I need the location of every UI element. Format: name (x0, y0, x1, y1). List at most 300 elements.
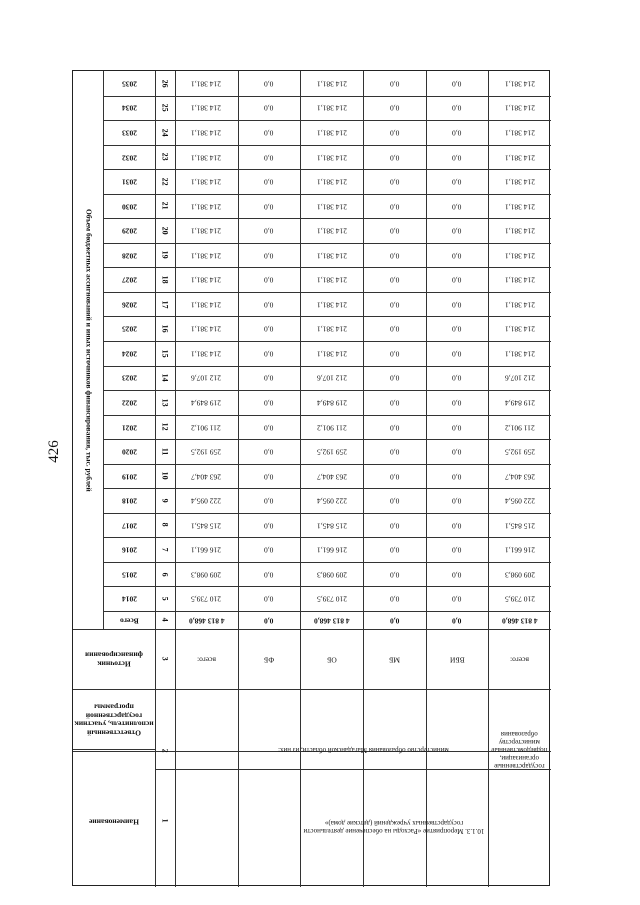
value-cell-text: 214 381,1 (504, 202, 535, 212)
value-cell (363, 194, 426, 219)
value-cell-text: 215 845,1 (504, 521, 535, 531)
activity-name-text: 10.1.3. Мероприятие «Расходы на обеспечение деятельности государственных учреждений (детские дома)» (303, 819, 485, 836)
value-cell (175, 366, 238, 391)
value-cell (488, 267, 551, 292)
value-cell (488, 562, 551, 587)
value-cell-text: 0,0 (264, 300, 274, 310)
name-header-text: Наименование (89, 817, 139, 827)
value-cell (300, 586, 363, 611)
value-cell (426, 218, 489, 243)
column-number-text: 20 (160, 226, 170, 235)
total-cell (238, 611, 301, 629)
executor-header (73, 691, 155, 747)
value-cell-text: 0,0 (389, 226, 399, 236)
value-cell-text: 0,0 (264, 447, 274, 457)
value-cell-text: 210 739,5 (191, 595, 222, 605)
value-cell-text: 0,0 (264, 472, 274, 482)
executor-header-text: Ответственный исполнитель, участник государственной программы (74, 702, 154, 738)
value-cell-text: 0,0 (452, 226, 462, 236)
value-cell-text: 0,0 (452, 153, 462, 163)
grid-line (73, 689, 551, 690)
value-cell (300, 145, 363, 170)
column-number (155, 366, 175, 391)
value-cell-text: 0,0 (264, 374, 274, 384)
value-cell (488, 464, 551, 489)
year-label (103, 537, 155, 562)
column-number (155, 390, 175, 415)
column-number-text: 25 (160, 103, 170, 112)
value-cell-text: 214 381,1 (191, 79, 222, 89)
column-number (155, 120, 175, 145)
value-cell (175, 243, 238, 268)
year-label-text: 2023 (121, 374, 137, 384)
year-label (103, 71, 155, 96)
column-number-text: 11 (160, 447, 170, 456)
value-cell-text: 0,0 (389, 104, 399, 114)
column-number-text: 4 (160, 618, 170, 622)
value-cell (238, 145, 301, 170)
total-label-text: Всего (119, 616, 139, 626)
value-cell (363, 366, 426, 391)
value-cell (426, 316, 489, 341)
value-cell (426, 366, 489, 391)
value-cell (488, 586, 551, 611)
value-cell (175, 390, 238, 415)
value-cell-text: 259 192,5 (504, 447, 535, 457)
column-number-text: 14 (160, 373, 170, 382)
value-cell (175, 341, 238, 366)
value-cell-text: 0,0 (389, 153, 399, 163)
value-cell (488, 341, 551, 366)
column-number (155, 243, 175, 268)
value-cell (488, 71, 551, 96)
column-number (155, 145, 175, 170)
source-cell-text: всего: (510, 655, 530, 665)
value-cell (175, 96, 238, 121)
value-cell (426, 439, 489, 464)
value-cell (300, 194, 363, 219)
year-label-text: 2029 (121, 226, 137, 236)
year-label-text: 2027 (121, 275, 137, 285)
year-label-text: 2025 (121, 325, 137, 335)
year-label (103, 366, 155, 391)
value-cell-text: 211 901,2 (316, 423, 347, 433)
value-cell-text: 0,0 (452, 374, 462, 384)
year-label-text: 2031 (121, 177, 137, 187)
value-cell-text: 0,0 (452, 349, 462, 359)
value-cell-text: 209 098,3 (316, 570, 347, 580)
value-cell (175, 464, 238, 489)
value-cell (238, 243, 301, 268)
source-cell-text: ОБ (326, 655, 337, 665)
value-cell-text: 214 381,1 (191, 128, 222, 138)
value-cell (175, 194, 238, 219)
year-label (103, 145, 155, 170)
value-cell-text: 214 381,1 (316, 79, 347, 89)
value-cell-text: 0,0 (452, 545, 462, 555)
column-number (155, 513, 175, 538)
value-cell (300, 464, 363, 489)
value-cell-text: 0,0 (452, 177, 462, 187)
value-cell (238, 537, 301, 562)
column-number-text: 10 (160, 471, 170, 480)
value-cell (488, 96, 551, 121)
total-cell-text: 0,0 (452, 616, 462, 626)
value-cell (175, 537, 238, 562)
year-label-text: 2026 (121, 300, 137, 310)
column-number-text: 22 (160, 177, 170, 186)
value-cell-text: 214 381,1 (504, 226, 535, 236)
value-cell-text: 263 404,7 (504, 472, 535, 482)
value-cell (363, 96, 426, 121)
value-cell (300, 562, 363, 587)
value-cell-text: 214 381,1 (504, 79, 535, 89)
value-cell-text: 211 901,2 (191, 423, 222, 433)
value-cell (300, 267, 363, 292)
year-label (103, 586, 155, 611)
value-cell (363, 390, 426, 415)
year-label-text: 2032 (121, 153, 137, 163)
value-cell (175, 439, 238, 464)
year-label (103, 316, 155, 341)
column-number-text: 26 (160, 79, 170, 88)
column-number-text: 7 (160, 547, 170, 552)
value-cell (300, 120, 363, 145)
value-cell-text: 222 095,4 (316, 496, 347, 506)
total-cell (300, 611, 363, 629)
value-cell (175, 316, 238, 341)
value-cell-text: 0,0 (264, 177, 274, 187)
year-label (103, 96, 155, 121)
value-cell (300, 341, 363, 366)
value-cell-text: 0,0 (389, 325, 399, 335)
value-cell-text: 222 095,4 (504, 496, 535, 506)
source-cell-text: МБ (388, 655, 400, 665)
value-cell (238, 96, 301, 121)
value-cell (426, 194, 489, 219)
value-cell (426, 267, 489, 292)
value-cell-text: 0,0 (389, 349, 399, 359)
value-cell (363, 218, 426, 243)
value-cell-text: 0,0 (264, 275, 274, 285)
value-cell (300, 169, 363, 194)
value-cell-text: 209 098,3 (504, 570, 535, 580)
year-label (103, 169, 155, 194)
executor-organizations (488, 691, 551, 809)
value-cell (363, 71, 426, 96)
executor-organizations-text: государственные организации, подведомственные министерству образования (491, 729, 548, 771)
value-cell (300, 390, 363, 415)
column-number-text: 6 (160, 572, 170, 577)
value-cell-text: 214 381,1 (504, 153, 535, 163)
value-cell (300, 96, 363, 121)
value-cell-text: 219 849,4 (191, 398, 222, 408)
year-label (103, 488, 155, 513)
value-cell (363, 292, 426, 317)
value-cell (363, 464, 426, 489)
value-cell-text: 214 381,1 (504, 177, 535, 187)
value-cell (426, 169, 489, 194)
column-number (155, 631, 175, 687)
column-number-text: 13 (160, 398, 170, 407)
value-cell-text: 214 381,1 (191, 275, 222, 285)
value-cell (363, 243, 426, 268)
value-cell (238, 292, 301, 317)
column-number-text: 18 (160, 275, 170, 284)
value-cell (300, 218, 363, 243)
value-cell-text: 0,0 (264, 153, 274, 163)
grid-line (73, 629, 551, 630)
year-label (103, 464, 155, 489)
total-cell (175, 611, 238, 629)
total-cell-text: 0,0 (389, 616, 399, 626)
value-cell-text: 211 901,2 (504, 423, 535, 433)
value-cell-text: 214 381,1 (504, 325, 535, 335)
value-cell (300, 366, 363, 391)
value-cell-text: 0,0 (452, 104, 462, 114)
value-cell-text: 0,0 (452, 202, 462, 212)
value-cell (426, 513, 489, 538)
value-cell-text: 0,0 (389, 202, 399, 212)
value-cell-text: 0,0 (389, 570, 399, 580)
source-cell (300, 631, 363, 687)
value-cell-text: 0,0 (389, 177, 399, 187)
value-cell (426, 537, 489, 562)
value-cell-text: 215 845,1 (191, 521, 222, 531)
column-number-text: 17 (160, 300, 170, 309)
value-cell (426, 390, 489, 415)
value-cell-text: 0,0 (264, 570, 274, 580)
value-cell-text: 214 381,1 (504, 104, 535, 114)
value-cell-text: 259 192,5 (191, 447, 222, 457)
value-cell-text: 0,0 (452, 251, 462, 261)
value-cell (488, 537, 551, 562)
value-cell (238, 218, 301, 243)
value-cell (426, 464, 489, 489)
value-cell (175, 562, 238, 587)
value-cell-text: 0,0 (389, 472, 399, 482)
value-cell-text: 214 381,1 (316, 177, 347, 187)
value-cell-text: 214 381,1 (191, 251, 222, 261)
value-cell-text: 216 661,1 (316, 545, 347, 555)
value-cell-text: 214 381,1 (316, 104, 347, 114)
column-number (155, 415, 175, 440)
value-cell (426, 96, 489, 121)
value-cell-text: 0,0 (452, 595, 462, 605)
year-label (103, 513, 155, 538)
year-label-text: 2028 (121, 251, 137, 261)
source-header (73, 631, 155, 687)
value-cell (175, 169, 238, 194)
total-cell-text: 4 813 468,0 (188, 616, 225, 626)
value-cell (175, 586, 238, 611)
value-cell (238, 169, 301, 194)
value-cell (426, 71, 489, 96)
value-cell (175, 513, 238, 538)
value-cell (175, 267, 238, 292)
year-label (103, 341, 155, 366)
value-cell (300, 488, 363, 513)
value-cell-text: 0,0 (389, 374, 399, 384)
value-cell-text: 214 381,1 (504, 349, 535, 359)
column-number (155, 169, 175, 194)
value-cell-text: 0,0 (264, 79, 274, 89)
year-label-text: 2017 (121, 521, 137, 531)
value-cell-text: 0,0 (452, 128, 462, 138)
value-cell (488, 513, 551, 538)
year-label-text: 2021 (121, 423, 137, 433)
year-label-text: 2019 (121, 472, 137, 482)
value-cell-text: 215 845,1 (316, 521, 347, 531)
value-cell (238, 586, 301, 611)
value-cell (300, 243, 363, 268)
value-cell (363, 341, 426, 366)
column-number (155, 218, 175, 243)
value-cell (363, 488, 426, 513)
value-cell-text: 0,0 (264, 398, 274, 408)
source-cell-text: ФБ (263, 655, 275, 665)
year-label (103, 292, 155, 317)
value-cell-text: 222 095,4 (191, 496, 222, 506)
year-label-text: 2020 (121, 447, 137, 457)
year-label (103, 415, 155, 440)
value-cell-text: 0,0 (264, 104, 274, 114)
value-cell-text: 0,0 (264, 325, 274, 335)
value-cell (426, 562, 489, 587)
value-cell (488, 145, 551, 170)
value-cell-text: 214 381,1 (316, 275, 347, 285)
value-cell-text: 212 107,6 (191, 374, 222, 384)
value-cell-text: 214 381,1 (191, 104, 222, 114)
value-cell-text: 216 661,1 (504, 545, 535, 555)
column-number (155, 761, 175, 881)
value-cell-text: 214 381,1 (191, 202, 222, 212)
value-cell (175, 415, 238, 440)
year-label-text: 2018 (121, 496, 137, 506)
total-cell-text: 4 813 468,0 (313, 616, 350, 626)
value-cell-text: 209 098,3 (191, 570, 222, 580)
value-cell (426, 341, 489, 366)
value-cell (426, 292, 489, 317)
value-cell (426, 415, 489, 440)
value-cell (300, 292, 363, 317)
value-cell-text: 0,0 (264, 226, 274, 236)
value-cell-text: 0,0 (452, 79, 462, 89)
value-cell-text: 0,0 (264, 521, 274, 531)
value-cell (426, 488, 489, 513)
volume-title-text: Объем бюджетных ассигнований и иных источников финансирования, тыс. рублей (84, 208, 94, 492)
column-number (155, 316, 175, 341)
budget-table (72, 70, 550, 886)
value-cell-text: 0,0 (389, 595, 399, 605)
value-cell (426, 586, 489, 611)
value-cell-text: 214 381,1 (316, 202, 347, 212)
value-cell-text: 214 381,1 (316, 226, 347, 236)
value-cell (426, 120, 489, 145)
value-cell (363, 439, 426, 464)
value-cell (363, 562, 426, 587)
column-number (155, 71, 175, 96)
column-number-text: 2 (160, 749, 170, 753)
value-cell-text: 214 381,1 (191, 177, 222, 187)
column-number (155, 341, 175, 366)
column-number (155, 537, 175, 562)
value-cell (238, 341, 301, 366)
year-label (103, 194, 155, 219)
value-cell-text: 0,0 (264, 251, 274, 261)
value-cell (363, 537, 426, 562)
total-cell-text: 0,0 (264, 616, 274, 626)
value-cell (488, 316, 551, 341)
grid-line (73, 749, 155, 750)
year-label (103, 439, 155, 464)
total-cell (488, 611, 551, 629)
source-cell (238, 631, 301, 687)
value-cell-text: 0,0 (389, 545, 399, 555)
year-label (103, 390, 155, 415)
year-label-text: 2024 (121, 349, 137, 359)
column-number-text: 15 (160, 349, 170, 358)
value-cell (363, 169, 426, 194)
value-cell-text: 0,0 (452, 300, 462, 310)
total-label (103, 611, 155, 629)
value-cell-text: 0,0 (452, 275, 462, 285)
year-label-text: 2016 (121, 545, 137, 555)
value-cell (363, 415, 426, 440)
value-cell (238, 513, 301, 538)
value-cell-text: 0,0 (389, 496, 399, 506)
value-cell (363, 145, 426, 170)
value-cell (238, 488, 301, 513)
value-cell-text: 210 739,5 (316, 595, 347, 605)
value-cell-text: 0,0 (452, 447, 462, 457)
value-cell (175, 120, 238, 145)
value-cell (300, 71, 363, 96)
value-cell-text: 0,0 (389, 423, 399, 433)
source-cell (175, 631, 238, 687)
executor-ministry-text: министерство образования Магаданской области, из них: (277, 746, 449, 755)
column-number-text: 1 (160, 819, 170, 823)
value-cell-text: 0,0 (264, 202, 274, 212)
column-number-text: 8 (160, 523, 170, 528)
value-cell (238, 366, 301, 391)
value-cell (363, 586, 426, 611)
value-cell-text: 0,0 (389, 521, 399, 531)
value-cell (300, 513, 363, 538)
value-cell-text: 214 381,1 (316, 251, 347, 261)
value-cell (363, 316, 426, 341)
value-cell-text: 0,0 (452, 472, 462, 482)
volume-title (73, 71, 103, 629)
value-cell (488, 390, 551, 415)
column-number-text: 3 (160, 657, 170, 661)
column-number (155, 292, 175, 317)
value-cell-text: 214 381,1 (316, 325, 347, 335)
value-cell (426, 243, 489, 268)
year-label (103, 243, 155, 268)
column-number (155, 611, 175, 629)
year-label-text: 2015 (121, 570, 137, 580)
value-cell (488, 439, 551, 464)
source-cell-text: всего: (196, 655, 216, 665)
value-cell (175, 71, 238, 96)
value-cell (238, 120, 301, 145)
value-cell (238, 194, 301, 219)
value-cell-text: 214 381,1 (316, 349, 347, 359)
column-number (155, 96, 175, 121)
column-number-text: 5 (160, 596, 170, 601)
total-cell (363, 611, 426, 629)
